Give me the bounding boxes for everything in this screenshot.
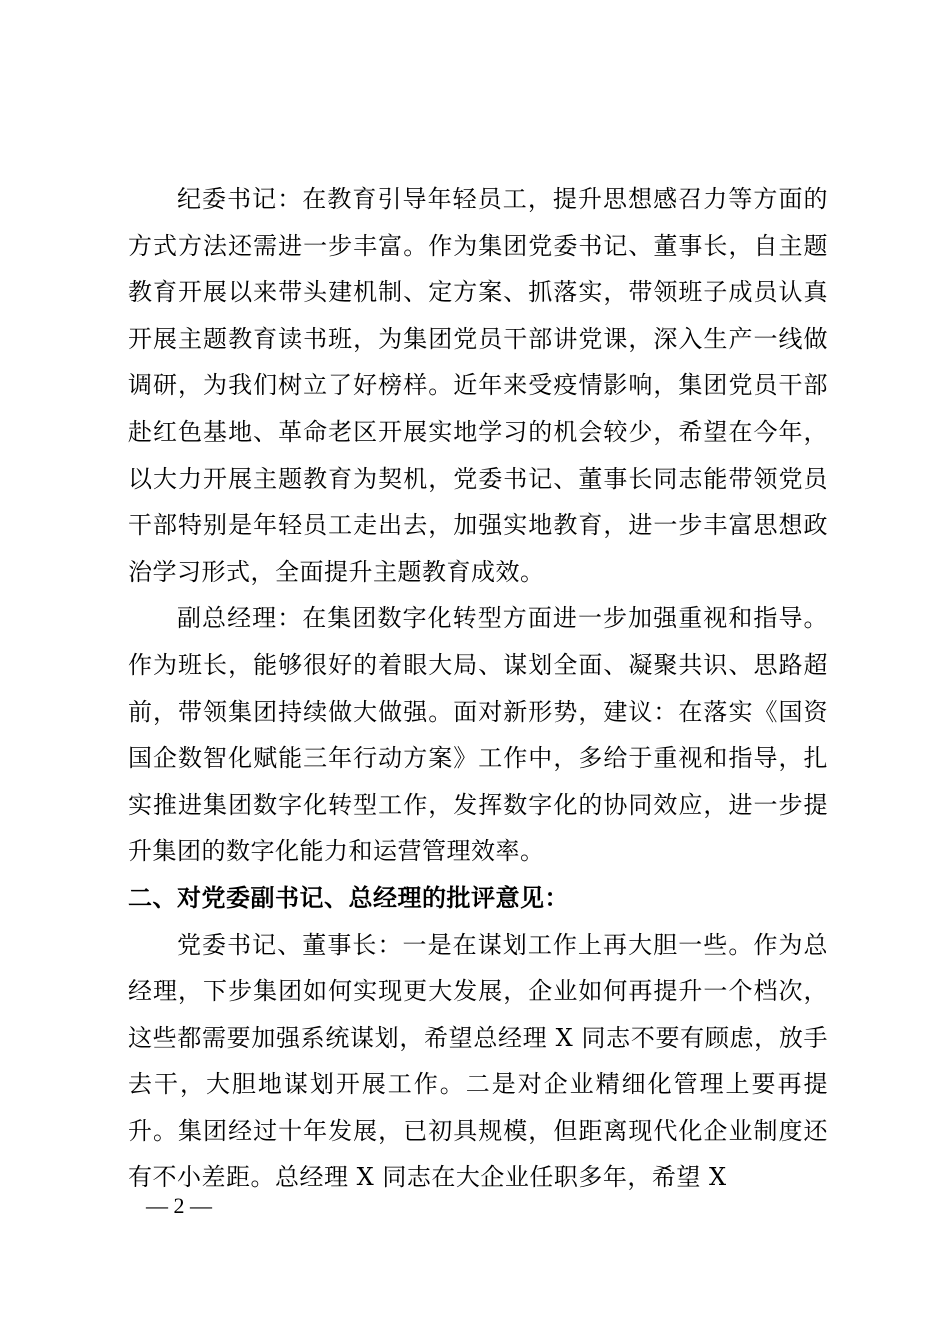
page-number: — 2 — bbox=[146, 1193, 212, 1218]
document-body bbox=[128, 176, 828, 1201]
section-heading: 二、对党委副书记、总经理的批评意见： bbox=[128, 883, 569, 912]
paragraph-party-secretary: 党委书记、董事长：一是在谋划工作上再大胆一些。作为总经理，下步集团如何实现更大发展，企业如何再提升一个档次，这些都需要加强系统谋划，希望总经理 X 同志不要有顾虑，放手去干，大胆地谋划开展工作。二是对企业精细化管理上要再提升。集团经过十年发展，已初具规模，但距离现代化企业制度还有不小差距。总经理 X 同志在大企业任职多年，希望 X bbox=[128, 930, 828, 1192]
paragraph-deputy-general-manager: 副总经理：在集团数字化转型方面进一步加强重视和指导。作为班长，能够很好的着眼大局、谋划全面、凝聚共识、思路超前，带领集团持续做大做强。面对新形势，建议：在落实《国资国企数智化赋能三年行动方案》工作中，多给于重视和指导，扎实推进集团数字化转型工作，发挥数字化的协同效应，进一步提升集团的数字化能力和运营管理效率。 bbox=[128, 604, 828, 866]
paragraph-discipline-secretary: 纪委书记：在教育引导年轻员工，提升思想感召力等方面的方式方法还需进一步丰富。作为集团党委书记、董事长，自主题教育开展以来带头建机制、定方案、抓落实，带领班子成员认真开展主题教育读书班，为集团党员干部讲党课，深入生产一线做调研，为我们树立了好榜样。近年来受疫情影响，集团党员干部赴红色基地、革命老区开展实地学习的机会较少，希望在今年，以大力开展主题教育为契机，党委书记、董事长同志能带领党员干部特别是年轻员工走出去，加强实地教育，进一步丰富思想政治学习形式，全面提升主题教育成效。 bbox=[128, 185, 828, 586]
